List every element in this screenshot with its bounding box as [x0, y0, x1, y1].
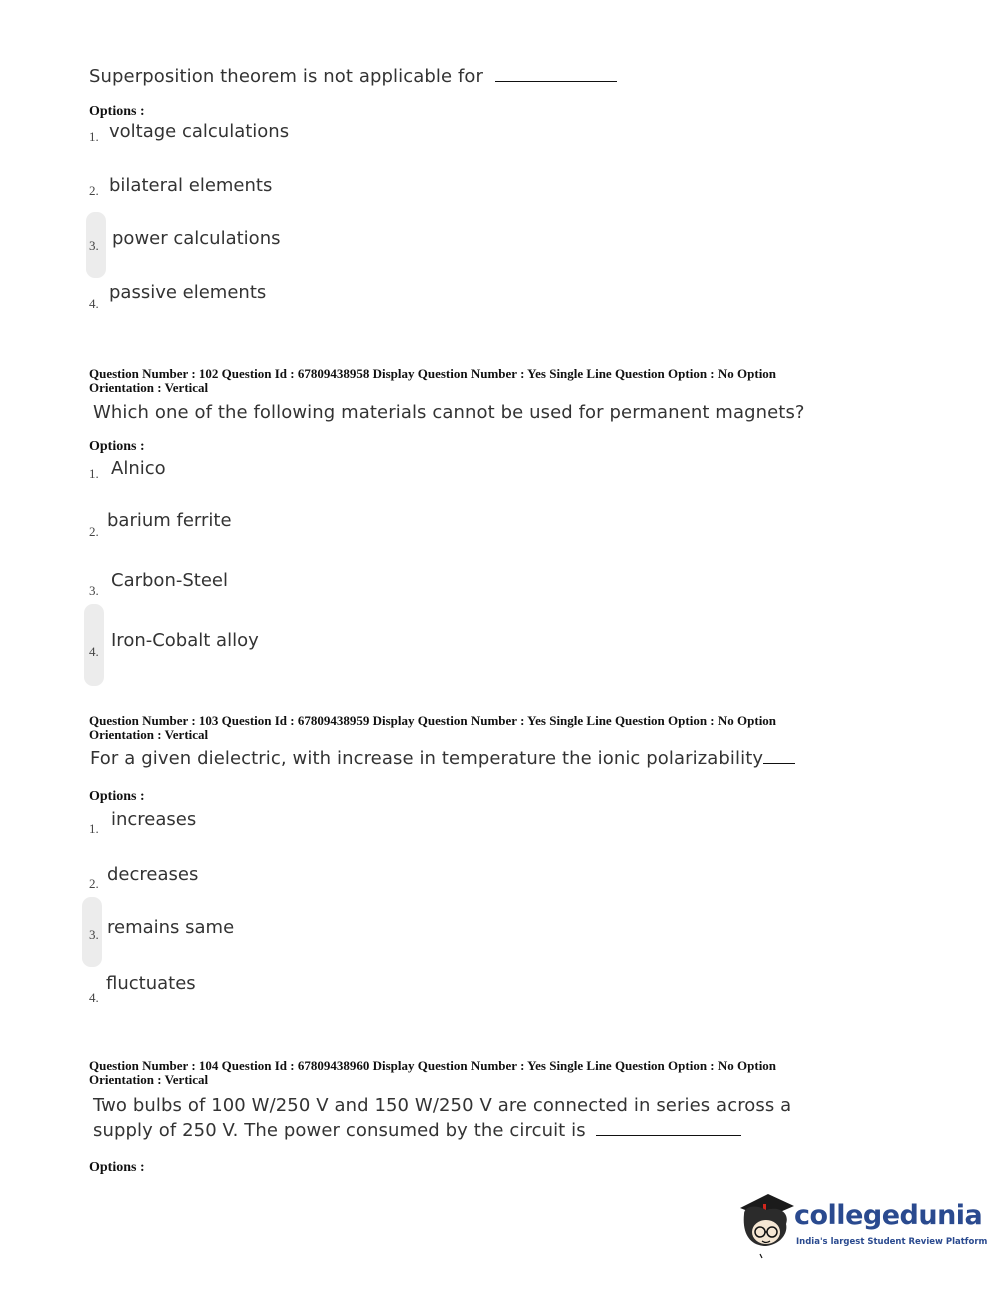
collegedunia-logo: [736, 1190, 988, 1262]
option-text: increases: [111, 809, 197, 830]
logo-tagline: India's largest Student Review Platform: [796, 1237, 988, 1247]
option-number: 2.: [89, 524, 99, 539]
options-label: Options :: [89, 104, 145, 119]
option-number: 4.: [89, 644, 99, 659]
option-text: voltage calculations: [109, 121, 290, 142]
option-number: 4.: [89, 990, 99, 1005]
option-text: Alnico: [111, 458, 166, 479]
mascot-icon: [736, 1190, 796, 1262]
option-number: 3.: [89, 583, 99, 598]
answer-blank: [596, 1134, 741, 1136]
options-label: Options :: [89, 1160, 145, 1175]
option-number: 3.: [89, 238, 99, 253]
option-number: 1.: [89, 129, 99, 144]
question-102-text: Which one of the following materials cannot be used for permanent magnets?: [93, 402, 805, 423]
options-label: Options :: [89, 439, 145, 454]
question-104-meta: Question Number : 104 Question Id : 67809438960 Display Question Number : Yes Single Line Question Option : No Option Orientation : Vertical: [89, 1058, 777, 1087]
question-104-text-line1: Two bulbs of 100 W/250 V and 150 W/250 V are connected in series across a: [93, 1095, 792, 1116]
option-number: 4.: [89, 296, 99, 311]
question-104-text-line2: supply of 250 V. The power consumed by the circuit is: [93, 1120, 741, 1141]
option-text: passive elements: [109, 282, 267, 303]
option-text: power calculations: [112, 228, 281, 249]
option-text: Carbon-Steel: [111, 570, 228, 591]
option-text: decreases: [107, 864, 199, 885]
option-text: remains same: [107, 917, 235, 938]
question-103-text: For a given dielectric, with increase in temperature the ionic polarizability: [90, 748, 795, 769]
option-number: 2.: [89, 876, 99, 891]
options-label: Options :: [89, 789, 145, 804]
logo-wordmark: collegedunia: [794, 1200, 983, 1231]
option-number: 1.: [89, 466, 99, 481]
option-number: 1.: [89, 821, 99, 836]
answer-blank: [763, 762, 795, 764]
question-102-meta: Question Number : 102 Question Id : 67809438958 Display Question Number : Yes Single Line Question Option : No Option Orientation : Vertical: [89, 366, 777, 395]
option-text: fluctuates: [106, 973, 196, 994]
question-103-meta: Question Number : 103 Question Id : 67809438959 Display Question Number : Yes Single Line Question Option : No Option Orientation : Vertical: [89, 713, 777, 742]
option-text: barium ferrite: [107, 510, 232, 531]
question-101-text: Superposition theorem is not applicable for: [89, 66, 617, 87]
option-text: Iron-Cobalt alloy: [111, 630, 259, 651]
option-number: 2.: [89, 183, 99, 198]
option-number: 3.: [89, 927, 99, 942]
answer-blank: [495, 80, 617, 82]
option-text: bilateral elements: [109, 175, 273, 196]
